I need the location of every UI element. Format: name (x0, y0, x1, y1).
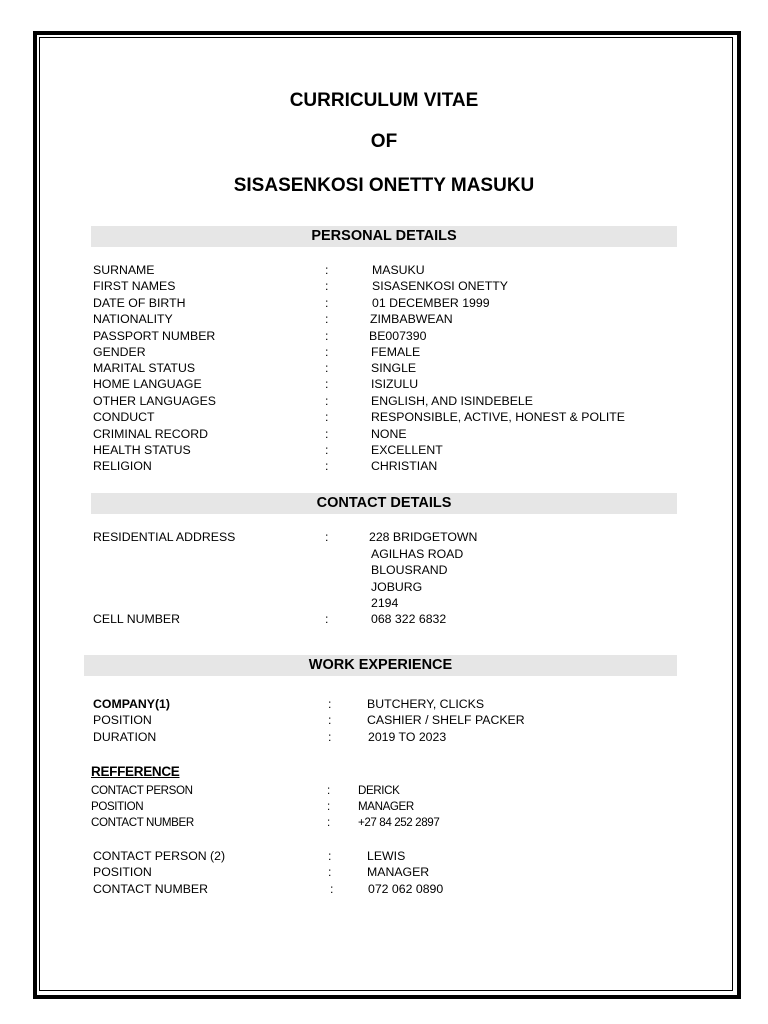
row-label: OTHER LANGUAGES (93, 394, 216, 408)
row-label: DURATION (93, 730, 157, 744)
row-label: CONTACT NUMBER (91, 816, 194, 829)
row-colon: : (330, 882, 334, 896)
row-label: CRIMINAL RECORD (93, 427, 209, 441)
row-value: CHRISTIAN (371, 459, 438, 473)
row-label: RESIDENTIAL ADDRESS (93, 530, 236, 544)
row-colon: : (325, 296, 329, 310)
row-colon: : (325, 410, 329, 424)
row-colon: : (325, 279, 329, 293)
row-label: DATE OF BIRTH (93, 296, 186, 310)
row-value: MASUKU (372, 263, 425, 277)
row-value: +27 84 252 2897 (358, 816, 440, 829)
row-label: CONDUCT (93, 410, 155, 424)
personal-details-heading: PERSONAL DETAILS (91, 226, 677, 247)
row-value: LEWIS (367, 849, 406, 863)
row-value: 01 DECEMBER 1999 (372, 296, 490, 310)
row-value: BUTCHERY, CLICKS (367, 697, 485, 711)
row-colon: : (325, 530, 329, 544)
document-title: CURRICULUM VITAE (289, 90, 479, 111)
row-value: EXCELLENT (371, 443, 443, 457)
row-label: POSITION (93, 865, 152, 879)
title-of: OF (370, 131, 398, 152)
row-value: DERICK (358, 784, 400, 797)
row-label: COMPANY(1) (93, 697, 170, 711)
row-colon: : (328, 697, 332, 711)
row-value: ENGLISH, AND ISINDEBELE (371, 394, 533, 408)
row-colon: : (325, 329, 329, 343)
row-value: RESPONSIBLE, ACTIVE, HONEST & POLITE (371, 410, 625, 424)
row-label: CONTACT PERSON (2) (93, 849, 226, 863)
row-colon: : (325, 312, 329, 326)
row-colon: : (325, 427, 329, 441)
row-colon: : (327, 784, 330, 797)
contact-details-heading: CONTACT DETAILS (91, 493, 677, 514)
row-label: MARITAL STATUS (93, 361, 196, 375)
work-experience-heading: WORK EXPERIENCE (84, 655, 677, 676)
row-colon: : (325, 459, 329, 473)
row-label: RELIGION (93, 459, 152, 473)
row-colon: : (325, 377, 329, 391)
row-value: 2019 TO 2023 (368, 730, 447, 744)
row-label: FIRST NAMES (93, 279, 176, 293)
row-colon: : (327, 816, 330, 829)
row-value: NONE (371, 427, 407, 441)
address-line: BLOUSRAND (371, 563, 448, 577)
row-label: NATIONALITY (93, 312, 173, 326)
row-colon: : (325, 263, 329, 277)
row-value: MANAGER (367, 865, 430, 879)
row-label: PASSPORT NUMBER (93, 329, 216, 343)
row-colon: : (328, 730, 332, 744)
row-label: SURNAME (93, 263, 155, 277)
row-value: SINGLE (371, 361, 417, 375)
row-value: 068 322 6832 (371, 612, 447, 626)
row-label: CELL NUMBER (93, 612, 181, 626)
row-label: CONTACT PERSON (91, 784, 193, 797)
row-label: POSITION (93, 713, 152, 727)
row-colon: : (325, 443, 329, 457)
row-value: ZIMBABWEAN (370, 312, 453, 326)
address-line: 2194 (371, 596, 399, 610)
row-colon: : (325, 612, 329, 626)
row-colon: : (325, 361, 329, 375)
row-value: 072 062 0890 (368, 882, 444, 896)
row-value: FEMALE (371, 345, 421, 359)
row-colon: : (325, 394, 329, 408)
address-line: AGILHAS ROAD (371, 547, 464, 561)
row-label: GENDER (93, 345, 146, 359)
candidate-name: SISASENKOSI ONETTY MASUKU (233, 175, 535, 196)
row-colon: : (325, 345, 329, 359)
row-value: ISIZULU (371, 377, 419, 391)
row-colon: : (328, 865, 332, 879)
row-label: POSITION (91, 800, 144, 813)
row-value: SISASENKOSI ONETTY (372, 279, 508, 293)
reference-heading: REFFERENCE (91, 764, 180, 779)
row-label: HEALTH STATUS (93, 443, 191, 457)
address-line: JOBURG (371, 580, 423, 594)
row-value: BE007390 (369, 329, 427, 343)
row-label: HOME LANGUAGE (93, 377, 202, 391)
row-value: MANAGER (358, 800, 414, 813)
row-colon: : (328, 713, 332, 727)
row-colon: : (327, 800, 330, 813)
address-line: 228 BRIDGETOWN (369, 530, 478, 544)
row-label: CONTACT NUMBER (93, 882, 209, 896)
row-colon: : (328, 849, 332, 863)
row-value: CASHIER / SHELF PACKER (367, 713, 525, 727)
